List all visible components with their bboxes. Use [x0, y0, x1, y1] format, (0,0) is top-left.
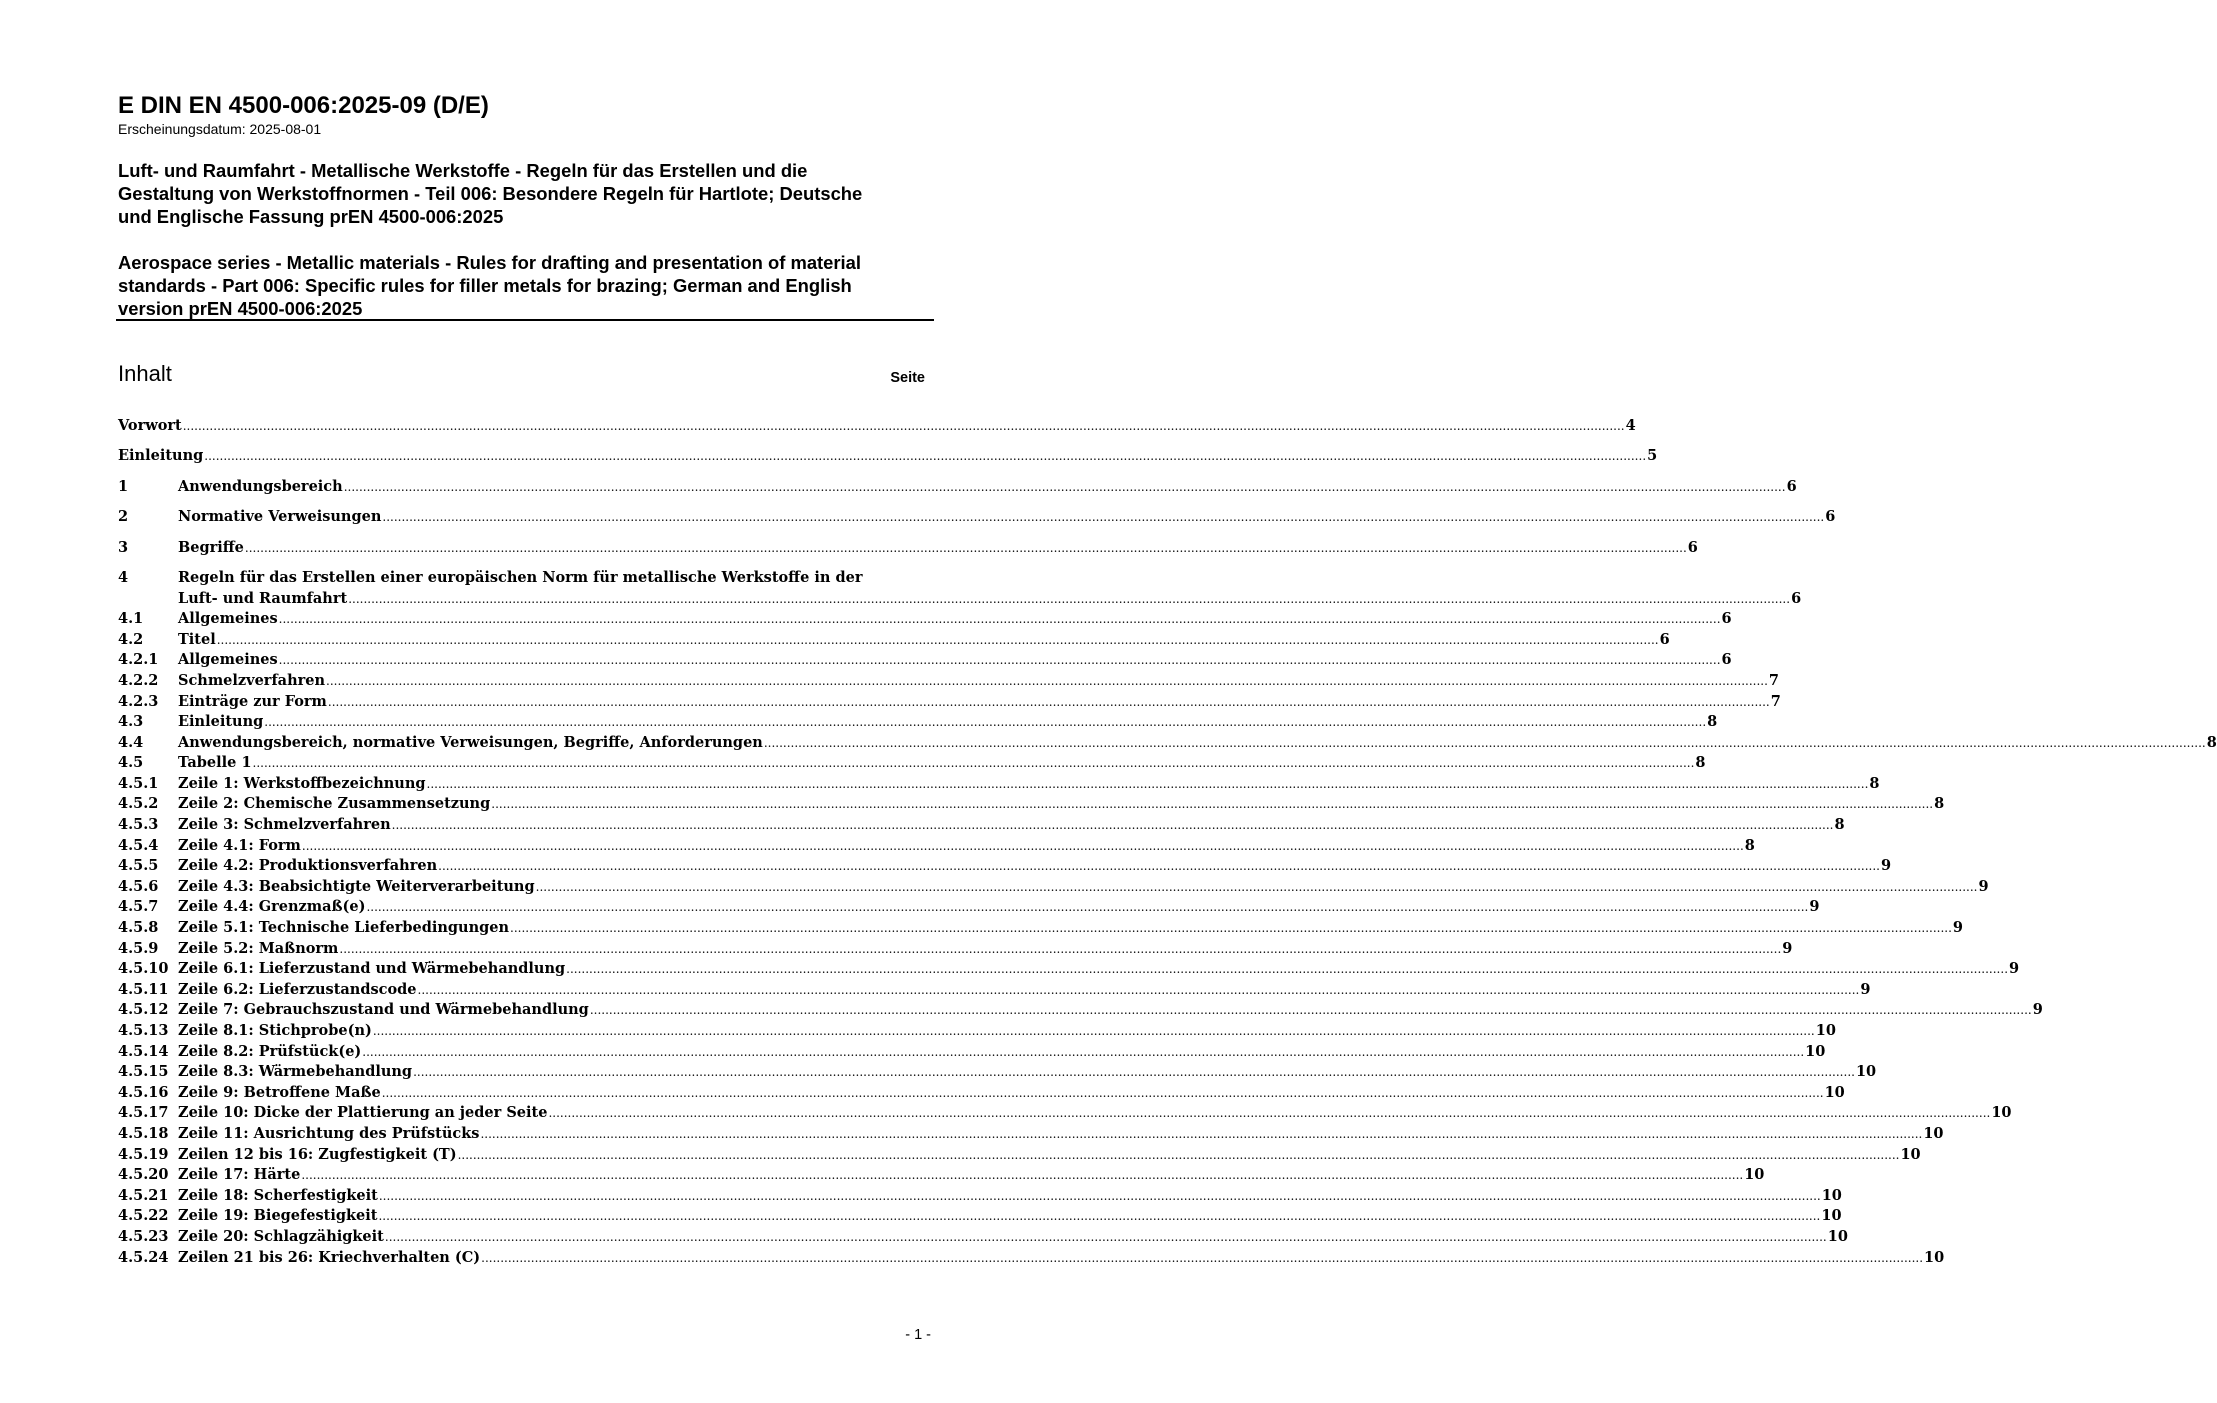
- toc-entry-number: 4.5.13: [118, 1022, 169, 1040]
- toc-entry-label: Regeln für das Erstellen einer europäischen Norm für metallische Werkstoffe in der: [178, 568, 863, 586]
- toc-entry-label: Zeile 4.4: Grenzmaß(e): [178, 898, 366, 916]
- toc-entry-page: 10: [1923, 1124, 1944, 1142]
- toc-entry-label: Zeile 8.2: Prüfstück(e): [178, 1042, 362, 1060]
- toc-entry-page: 8: [1934, 795, 1945, 813]
- title-german: [118, 159, 938, 228]
- toc-entry-number: 4: [118, 568, 129, 586]
- toc-leader-dots: ..........................................................................................................................................................................................................................................................................................................................................................................................: [278, 612, 1721, 627]
- toc-leader-dots: ..........................................................................................................................................................................................................................................................................................................................................................................................: [264, 715, 1707, 730]
- toc-entry-number: 4.5.19: [118, 1145, 169, 1163]
- toc-entry-label: Zeile 6.1: Lieferzustand und Wärmebehandlung: [178, 960, 566, 978]
- toc-entry-label: Zeile 17: Härte: [178, 1166, 301, 1184]
- toc-entry[interactable]: [118, 1083, 1845, 1104]
- toc-entry[interactable]: [118, 836, 1755, 857]
- toc-leader-dots: ..........................................................................................................................................................................................................................................................................................................................................................................................: [566, 962, 2009, 977]
- toc-entry-number: 4.5.11: [118, 980, 169, 998]
- toc-leader-dots: ..........................................................................................................................................................................................................................................................................................................................................................................................: [278, 653, 1721, 668]
- toc-entry-page: 9: [1809, 898, 1820, 916]
- toc-entry-number: 4.5.5: [118, 857, 159, 875]
- toc-entry[interactable]: [118, 477, 1797, 498]
- toc-entry-label: Einleitung: [178, 713, 264, 731]
- toc-entry-page: 10: [1821, 1186, 1842, 1204]
- toc-entry-page: 6: [1786, 477, 1797, 495]
- toc-subsection-list: [118, 609, 2217, 1268]
- toc-entry-page: 8: [1834, 816, 1845, 834]
- toc-leader-dots: ..........................................................................................................................................................................................................................................................................................................................................................................................: [252, 756, 1695, 771]
- toc-entry-page: 8: [2206, 733, 2217, 751]
- toc-entry-number: 4.5.12: [118, 1001, 169, 1019]
- toc-entry-number: 4.5.6: [118, 877, 159, 895]
- toc-entry-label: Normative Verweisungen: [178, 508, 382, 526]
- toc-entry-label: Zeile 3: Schmelzverfahren: [178, 816, 391, 834]
- toc-entry[interactable]: [118, 1021, 1836, 1042]
- toc-entry[interactable]: [118, 753, 1706, 774]
- toc-leader-dots: ..........................................................................................................................................................................................................................................................................................................................................................................................: [426, 776, 1869, 791]
- toc-entry-number: 4.5.16: [118, 1083, 169, 1101]
- toc-entry-page: 10: [1824, 1083, 1845, 1101]
- toc-leader-dots: ..........................................................................................................................................................................................................................................................................................................................................................................................: [343, 479, 1786, 494]
- toc-entry-number: 4.5.23: [118, 1227, 169, 1245]
- toc-entry-label: Einträge zur Form: [178, 692, 327, 710]
- toc-entry-page: 10: [1805, 1042, 1826, 1060]
- toc-entry[interactable]: [118, 939, 1793, 960]
- toc-entry-number: 4.2.3: [118, 692, 159, 710]
- toc-leader-dots: ..........................................................................................................................................................................................................................................................................................................................................................................................: [763, 735, 2206, 750]
- toc-leader-dots: ..........................................................................................................................................................................................................................................................................................................................................................................................: [348, 591, 1791, 606]
- toc-entry-label: Luft- und Raumfahrt: [178, 589, 348, 607]
- toc-entry-page: 7: [1768, 671, 1779, 689]
- toc-entry[interactable]: [118, 794, 1945, 815]
- toc-entry-page: 9: [1952, 919, 1963, 937]
- toc-entry-label: Zeile 8.3: Wärmebehandlung: [178, 1063, 413, 1081]
- toc-entry[interactable]: [118, 671, 1779, 692]
- toc-leader-dots: ..........................................................................................................................................................................................................................................................................................................................................................................................: [244, 540, 1687, 555]
- toc-entry[interactable]: [118, 897, 1820, 918]
- toc-entry-number: 4.2.1: [118, 651, 159, 669]
- toc-entry[interactable]: [118, 568, 1802, 609]
- toc-entry-page: 7: [1770, 692, 1781, 710]
- toc-leader-dots: ..........................................................................................................................................................................................................................................................................................................................................................................................: [216, 632, 1659, 647]
- toc-entry[interactable]: [118, 1227, 1848, 1248]
- toc-entry[interactable]: [118, 1124, 1944, 1145]
- toc-entry-page: 6: [1687, 538, 1698, 556]
- toc-entry-label: Zeile 8.1: Stichprobe(n): [178, 1022, 372, 1040]
- toc-leader-dots: ..........................................................................................................................................................................................................................................................................................................................................................................................: [480, 1126, 1923, 1141]
- toc-leader-dots: ..........................................................................................................................................................................................................................................................................................................................................................................................: [413, 1065, 1855, 1080]
- toc-leader-dots: ..........................................................................................................................................................................................................................................................................................................................................................................................: [481, 1250, 1924, 1265]
- toc-leader-dots: ..........................................................................................................................................................................................................................................................................................................................................................................................: [438, 859, 1880, 874]
- toc-entry-number: 4.5.22: [118, 1207, 169, 1225]
- toc-entry-page: 10: [1924, 1248, 1945, 1266]
- title-english-line: version prEN 4500-006:2025: [118, 298, 363, 319]
- toc-entry-number: 4.5.9: [118, 939, 159, 957]
- toc-entry[interactable]: [118, 692, 1781, 713]
- toc-leader-dots: ..........................................................................................................................................................................................................................................................................................................................................................................................: [326, 673, 1768, 688]
- toc-leader-dots: ..........................................................................................................................................................................................................................................................................................................................................................................................: [301, 1168, 1744, 1183]
- toc-leader-dots: ..........................................................................................................................................................................................................................................................................................................................................................................................: [362, 1044, 1805, 1059]
- toc-entry-number: 4.5.7: [118, 898, 159, 916]
- toc-entry-label: Zeilen 21 bis 26: Kriechverhalten (C): [178, 1248, 481, 1266]
- toc-entry-page: 4: [1625, 417, 1636, 434]
- toc-leader-dots: ..........................................................................................................................................................................................................................................................................................................................................................................................: [382, 510, 1825, 525]
- title-german-line: und Englische Fassung prEN 4500-006:2025: [118, 206, 504, 227]
- toc-entry-label: Allgemeines: [178, 610, 278, 628]
- toc-entry-number: 4.5: [118, 754, 144, 772]
- toc-entry-label: Zeile 9: Betroffene Maße: [178, 1083, 381, 1101]
- title-english-line: Aerospace series - Metallic materials - Rules for drafting and presentation of material: [118, 252, 861, 273]
- toc-leader-dots: ..........................................................................................................................................................................................................................................................................................................................................................................................: [372, 1024, 1815, 1039]
- toc-entry-label: Zeile 20: Schlagzähigkeit: [178, 1227, 384, 1245]
- toc-leader-dots: ..........................................................................................................................................................................................................................................................................................................................................................................................: [589, 1003, 2032, 1018]
- toc-entry-page: 10: [1991, 1104, 2012, 1122]
- toc-entry-number: 4.5.2: [118, 795, 159, 813]
- toc-entry-label: Begriffe: [178, 538, 244, 556]
- toc-entry[interactable]: [118, 1000, 2043, 1021]
- toc-leader-dots: ..........................................................................................................................................................................................................................................................................................................................................................................................: [366, 900, 1809, 915]
- toc-entry-label: Titel: [178, 630, 216, 648]
- toc-entry-page: 9: [1782, 939, 1793, 957]
- toc-entry-page: 10: [1815, 1022, 1836, 1040]
- toc-entry[interactable]: [118, 733, 2217, 754]
- toc-entry[interactable]: [118, 630, 1670, 651]
- toc-entry[interactable]: [118, 416, 1636, 437]
- toc-entry-number: 4.5.17: [118, 1104, 169, 1122]
- toc-entry-label: Zeile 2: Chemische Zusammensetzung: [178, 795, 491, 813]
- toc-entry[interactable]: [118, 507, 1836, 528]
- toc-leader-dots: ..........................................................................................................................................................................................................................................................................................................................................................................................: [457, 1147, 1900, 1162]
- toc-entry-number: 4.4: [118, 733, 144, 751]
- toc-entry-number: 1: [118, 477, 129, 495]
- toc-entry[interactable]: [118, 918, 1963, 939]
- toc-entry-page: 8: [1869, 774, 1880, 792]
- toc-entry-page: 9: [1881, 857, 1892, 875]
- toc-entry-label: Einleitung: [118, 447, 204, 465]
- toc-entry-page: 6: [1659, 630, 1670, 648]
- toc-entry-label: Zeile 5.2: Maßnorm: [178, 939, 339, 957]
- toc-entry[interactable]: [118, 609, 1732, 630]
- title-german-line: Gestaltung von Werkstoffnormen - Teil 006: Besondere Regeln für Hartlote; Deutsche: [118, 183, 863, 204]
- toc-entry-page: 10: [1744, 1166, 1765, 1184]
- toc-heading: Inhalt: [118, 361, 172, 386]
- title-german-line: Luft- und Raumfahrt - Metallische Werkstoffe - Regeln für das Erstellen und die: [118, 160, 808, 181]
- toc-entry-label: Zeile 10: Dicke der Plattierung an jeder Seite: [178, 1104, 548, 1122]
- toc-entry-page: 9: [2009, 960, 2020, 978]
- toc-entry[interactable]: [118, 877, 1989, 898]
- toc-entry-number: 4.3: [118, 713, 144, 731]
- toc-entry-page: 10: [1827, 1227, 1848, 1245]
- toc-entry-page: 8: [1744, 836, 1755, 854]
- toc-leader-dots: ..........................................................................................................................................................................................................................................................................................................................................................................................: [384, 1229, 1827, 1244]
- toc-entry-page: 10: [1855, 1063, 1877, 1081]
- title-english-line: standards - Part 006: Specific rules for filler metals for brazing; German and English: [118, 275, 852, 296]
- toc-leader-dots: ..........................................................................................................................................................................................................................................................................................................................................................................................: [301, 838, 1744, 853]
- document-id: E DIN EN 4500-006:2025-09 (D/E): [118, 92, 489, 119]
- toc-entry-number: 4.5.3: [118, 816, 159, 834]
- toc-entry-number: 4.5.18: [118, 1124, 169, 1142]
- toc-leader-dots: ..........................................................................................................................................................................................................................................................................................................................................................................................: [510, 921, 1952, 936]
- toc-entry-page: 6: [1825, 508, 1836, 526]
- toc-leader-dots: ..........................................................................................................................................................................................................................................................................................................................................................................................: [391, 818, 1834, 833]
- toc-entry-page: 10: [1900, 1145, 1921, 1163]
- toc-entry-number: 4.2: [118, 630, 144, 648]
- toc-entry-label: Zeile 6.2: Lieferzustandscode: [178, 980, 417, 998]
- publication-date: Erscheinungsdatum: 2025-08-01: [118, 121, 322, 137]
- toc-leader-dots: ..........................................................................................................................................................................................................................................................................................................................................................................................: [381, 1085, 1824, 1100]
- toc-entry-number: 3: [118, 538, 129, 556]
- toc-entry-number: 4.5.10: [118, 960, 169, 978]
- toc-intro-list: [118, 416, 2217, 1268]
- toc-entry-label: Allgemeines: [178, 651, 278, 669]
- page-number: - 1 -: [905, 1327, 931, 1343]
- toc-entry-label: Tabelle 1: [178, 754, 252, 772]
- toc-entry-page: 9: [1978, 877, 1989, 895]
- toc-entry[interactable]: [118, 538, 1698, 559]
- toc-entry-label: Schmelzverfahren: [178, 671, 326, 689]
- toc-entry-page: 6: [1721, 610, 1732, 628]
- toc-entry-label: Zeile 7: Gebrauchszustand und Wärmebehandlung: [178, 1001, 589, 1019]
- toc-entry[interactable]: [118, 980, 1871, 1001]
- toc-page-column-label: Seite: [890, 370, 925, 386]
- toc-entry-page: 8: [1707, 713, 1718, 731]
- toc-entry-number: 4.5.15: [118, 1063, 169, 1081]
- toc-entry-page: 6: [1721, 651, 1732, 669]
- toc-entry-number: 4.5.20: [118, 1166, 169, 1184]
- toc-leader-dots: ..........................................................................................................................................................................................................................................................................................................................................................................................: [548, 1106, 1991, 1121]
- toc-entry-number: 4.5.24: [118, 1248, 169, 1266]
- toc-entry-page: 6: [1791, 589, 1802, 607]
- toc-entry-page: 5: [1647, 447, 1658, 465]
- toc-leader-dots: ..........................................................................................................................................................................................................................................................................................................................................................................................: [535, 879, 1978, 894]
- toc-entry[interactable]: [118, 856, 1892, 877]
- toc-entry-label: Zeile 19: Biegefestigkeit: [178, 1207, 378, 1225]
- toc-entry-label: Zeile 1: Werkstoffbezeichnung: [178, 774, 426, 792]
- toc-entry-number: 4.1: [118, 610, 144, 628]
- toc-entry[interactable]: [118, 1145, 1921, 1166]
- toc-entry-label: Zeile 4.1: Form: [178, 836, 301, 854]
- toc-leader-dots: ..........................................................................................................................................................................................................................................................................................................................................................................................: [417, 982, 1860, 997]
- toc-leader-dots: ..........................................................................................................................................................................................................................................................................................................................................................................................: [339, 941, 1782, 956]
- toc-entry-page: 9: [2032, 1001, 2043, 1019]
- toc-entry[interactable]: [118, 1165, 1765, 1186]
- toc-entry[interactable]: [118, 1248, 1945, 1269]
- toc-entry-label: Zeile 18: Scherfestigkeit: [178, 1186, 378, 1204]
- toc-leader-dots: ..........................................................................................................................................................................................................................................................................................................................................................................................: [327, 694, 1770, 709]
- toc-entry-number: 2: [118, 508, 129, 526]
- toc-entry[interactable]: [118, 446, 1658, 467]
- toc-entry[interactable]: [118, 1186, 1842, 1207]
- toc-entry-page: 8: [1695, 754, 1706, 772]
- toc-entry-label: Zeile 5.1: Technische Lieferbedingungen: [178, 919, 510, 937]
- toc-entry-label: Zeile 4.2: Produktionsverfahren: [178, 857, 438, 875]
- toc-entry[interactable]: [118, 650, 1732, 671]
- toc-entry-label: Zeilen 12 bis 16: Zugfestigkeit (T): [178, 1145, 457, 1163]
- toc-leader-dots: ..........................................................................................................................................................................................................................................................................................................................................................................................: [204, 449, 1647, 464]
- toc-entry-label: Zeile 11: Ausrichtung des Prüfstücks: [178, 1124, 480, 1142]
- toc-entry-label: Anwendungsbereich, normative Verweisungen, Begriffe, Anforderungen: [178, 733, 763, 751]
- toc-entry-page: 10: [1821, 1207, 1842, 1225]
- title-english: [118, 251, 938, 320]
- toc-entry[interactable]: [118, 1042, 1826, 1063]
- toc-leader-dots: ..........................................................................................................................................................................................................................................................................................................................................................................................: [182, 419, 1625, 433]
- toc-entry-number: 4.2.2: [118, 671, 159, 689]
- toc-entry-label: Zeile 4.3: Beabsichtigte Weiterverarbeitung: [178, 877, 535, 895]
- toc-leader-dots: ..........................................................................................................................................................................................................................................................................................................................................................................................: [491, 797, 1934, 812]
- toc-leader-dots: ..........................................................................................................................................................................................................................................................................................................................................................................................: [378, 1209, 1821, 1224]
- toc-entry-label: Anwendungsbereich: [178, 477, 343, 495]
- toc-entry-number: 4.5.21: [118, 1186, 169, 1204]
- toc-entry-number: 4.5.8: [118, 919, 159, 937]
- title-divider: [116, 319, 934, 321]
- toc-entry-number: 4.5.14: [118, 1042, 169, 1060]
- toc-entry[interactable]: [118, 815, 1845, 836]
- toc-leader-dots: ..........................................................................................................................................................................................................................................................................................................................................................................................: [378, 1188, 1821, 1203]
- toc-entry-number: 4.5.4: [118, 836, 159, 854]
- toc-entry[interactable]: [118, 1206, 1842, 1227]
- toc-entry[interactable]: [118, 959, 2020, 980]
- toc-entry-page: 9: [1860, 980, 1871, 998]
- toc-entry[interactable]: [118, 1103, 2012, 1124]
- toc-entry[interactable]: [118, 712, 1718, 733]
- toc-entry[interactable]: [118, 774, 1880, 795]
- toc-entry-label: Vorwort: [118, 417, 182, 434]
- toc-entry[interactable]: [118, 1062, 1877, 1083]
- toc-entry-number: 4.5.1: [118, 774, 159, 792]
